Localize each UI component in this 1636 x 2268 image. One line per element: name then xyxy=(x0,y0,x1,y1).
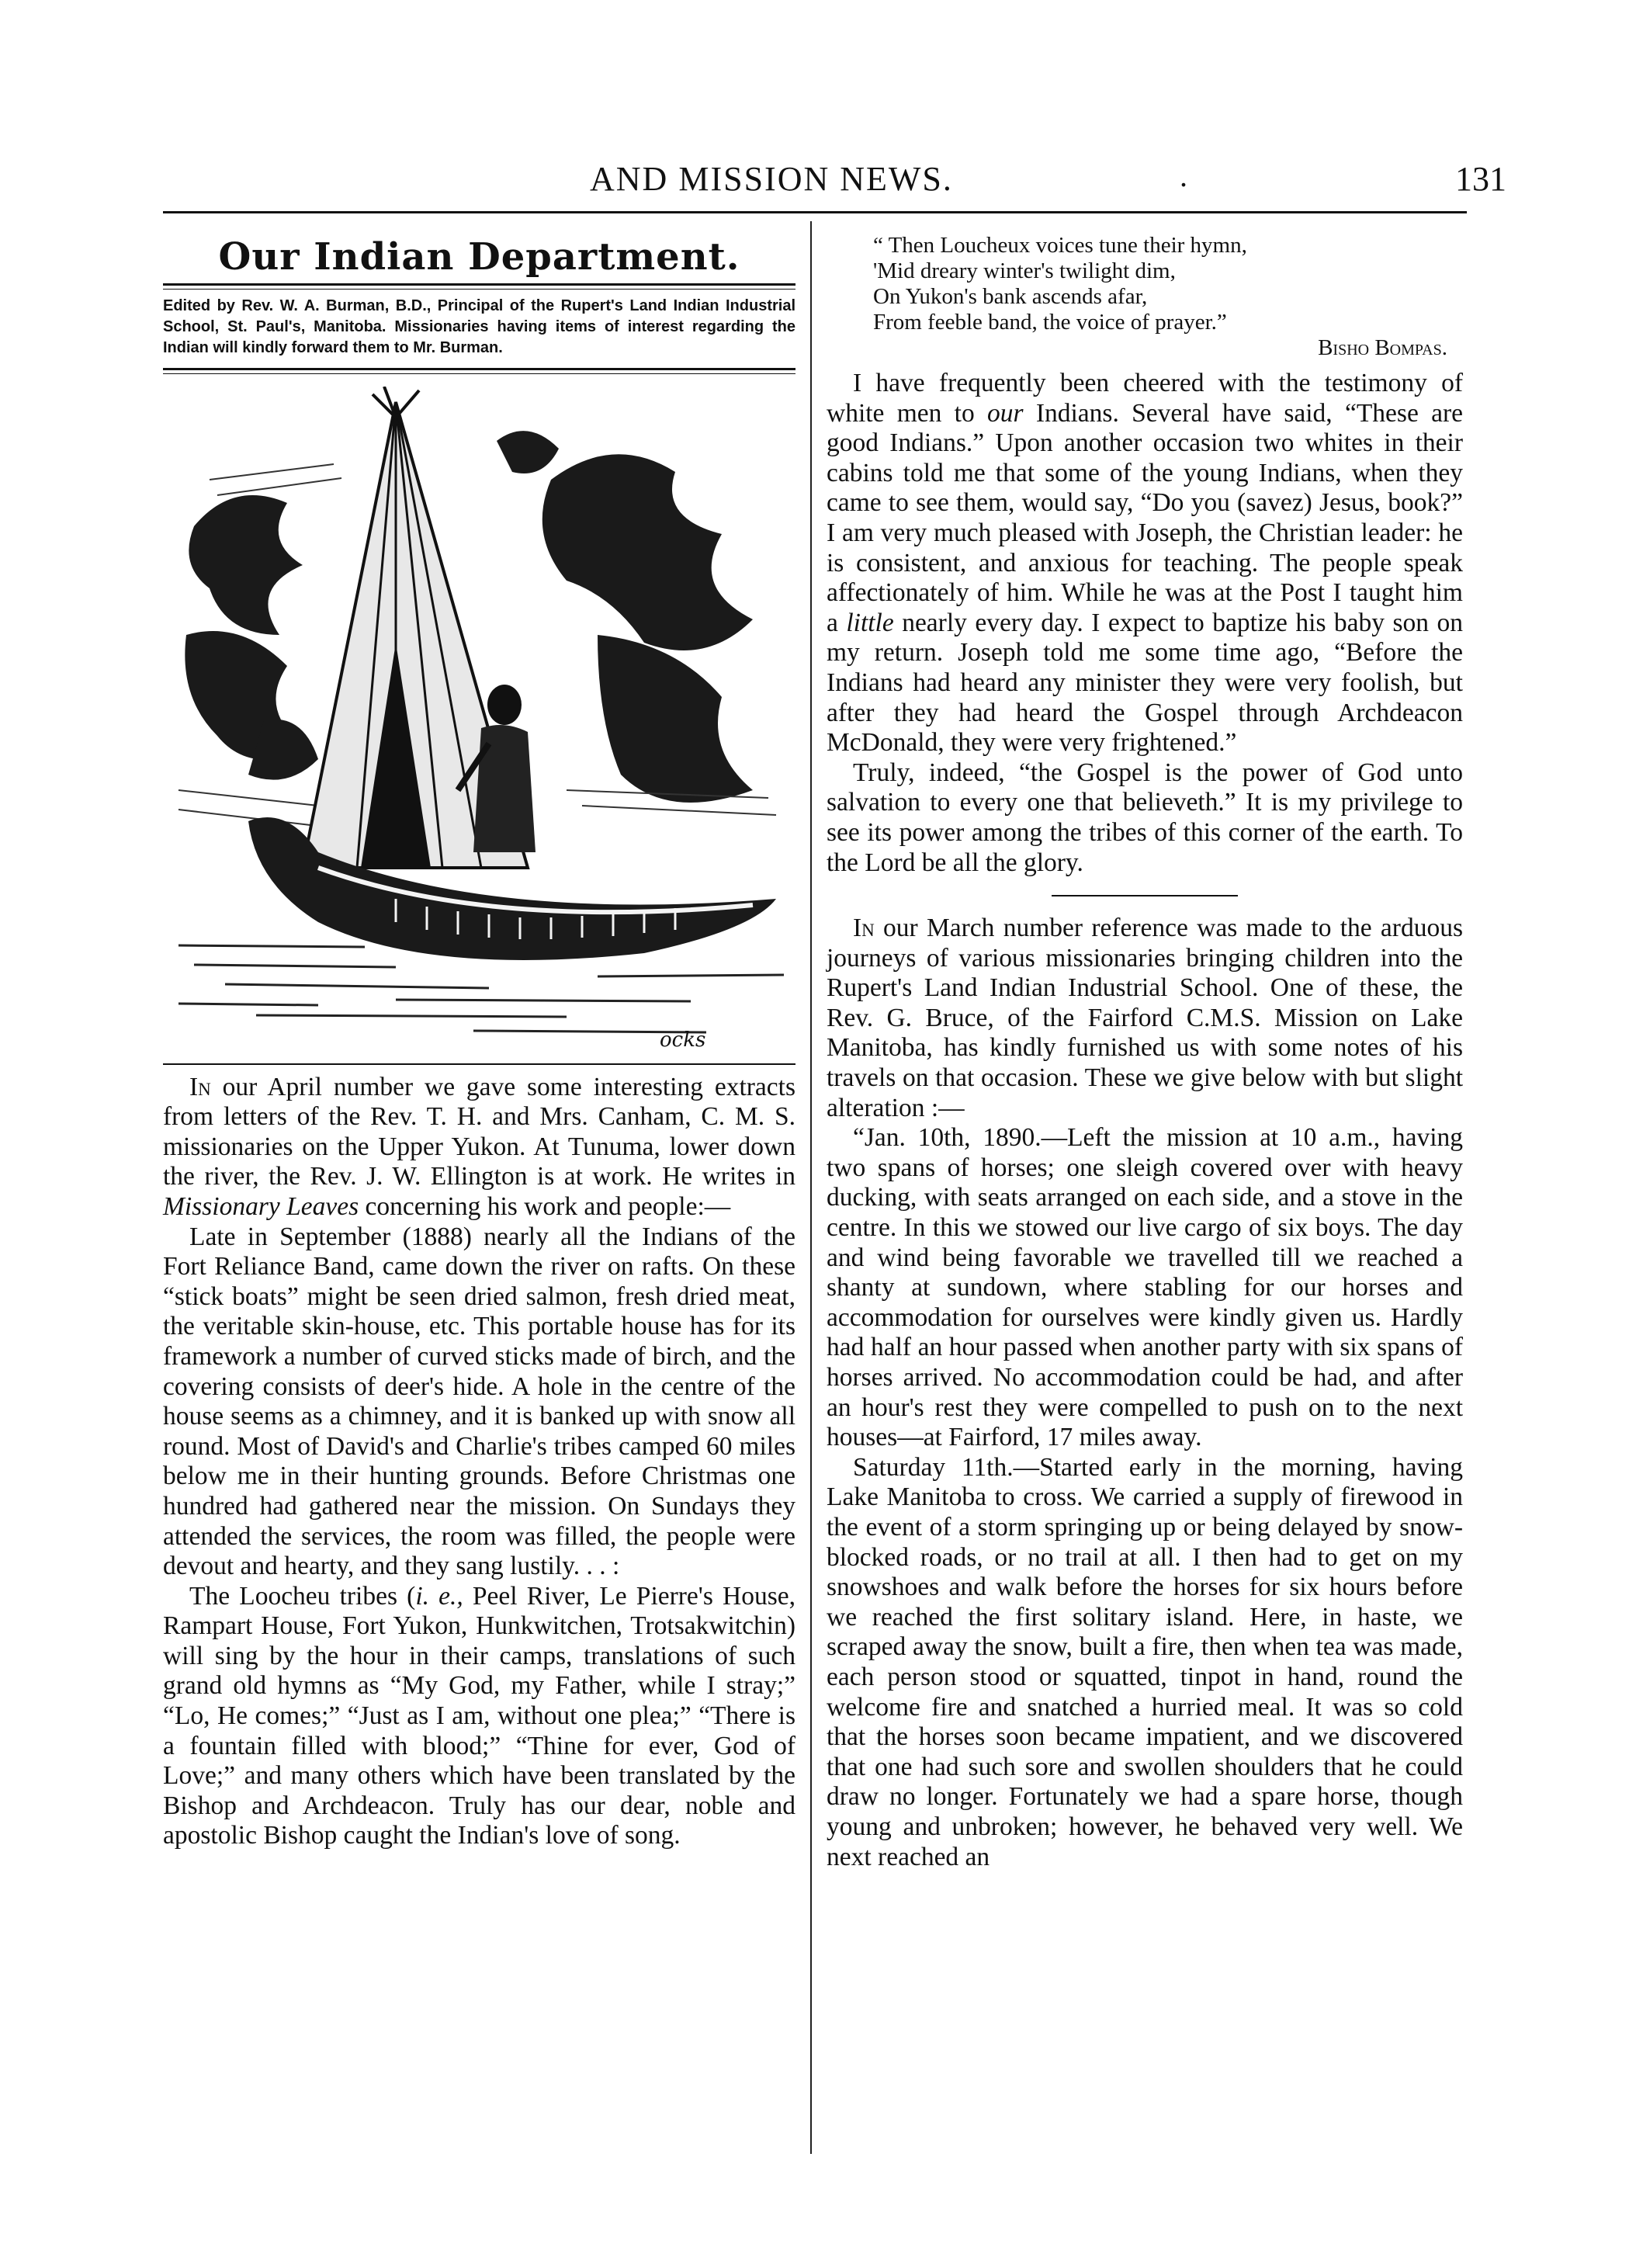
dropcap-word: In xyxy=(853,914,875,943)
left-column xyxy=(163,233,795,1851)
foliage-right xyxy=(497,431,753,803)
header-dot: . xyxy=(1180,158,1187,193)
left-paragraph-3 xyxy=(163,1582,795,1851)
tepee-canoe-illustration xyxy=(163,387,795,1054)
title-rule xyxy=(163,283,795,290)
foliage-left xyxy=(185,495,318,780)
right-paragraph-4: “Jan. 10th, 1890.—Left the mission at 10 a.m., having two spans of horses; one sleigh covered over with heavy ducking, with seats arranged on each side, and a stove in the centre. In this we stowed our live cargo of six boys. The day and wind being favorable we travelled till we reached a shanty at sundown, where stabling for our horses and accommodation for ourselves were kindly given us. Hardly had half an hour passed when another party with six spans of horses arrived. No accommodation could be had, and after an hour's rest they were compelled to push on to the next houses—at Fairford, 17 miles away. xyxy=(827,1123,1463,1452)
running-header xyxy=(0,159,1636,206)
poem-line: “ Then Loucheux voices tune their hymn, xyxy=(873,233,1247,258)
text-run: The Loocheu tribes ( xyxy=(189,1581,416,1611)
department-title: Our Indian Department. xyxy=(218,235,740,279)
italic-word: little xyxy=(846,608,894,637)
poem-line: From feeble band, the voice of prayer.” xyxy=(873,310,1227,335)
text-run: Indians. Several have said, “These are good Indians.” Upon another occasion two whites in their cabins told me that some of the young Indians, when they came to see them, would say, “Do you (savez) Jesus, book?” I am very much pleased with Joseph, the Christian leader: he is consistent, and anxious for teaching. The people speak affectionately of him. While he was at the Post I taught him a xyxy=(827,398,1463,637)
right-paragraph-2: Truly, indeed, “the Gospel is the power of God unto salvation to every one that believeth.” It is my privilege to see its power among the tribes of this corner of the earth. To the Lord be all the glory. xyxy=(827,758,1463,877)
right-paragraph-5: Saturday 11th.—Started early in the morning, having Lake Manitoba to cross. We carried a supply of firewood in the event of a storm springing up or being delayed by snow-blocked roads, or no trail at all. I then had to get on my snowshoes and walk before the horses for six hours before we reached the first solitary island. Here, in haste, we scraped away the snow, built a fire, then when tea was made, each person stood or squatted, tinpot in hand, round the welcome fire and snatched a hurried meal. It was so cold that the horses soon became impatient, and we discovered that one had such sore and swollen shoulders that he could draw no longer. Fortunately we had a spare horse, though young and unbroken; however, he behaved very well. We next reached an xyxy=(827,1452,1463,1871)
editor-note: Edited by Rev. W. A. Burman, B.D., Principal of the Rupert's Land Indian Industrial School, St. Paul's, Manitoba. Missionaries having items of interest regarding the Indian will kindly forward them to Mr. Burman. xyxy=(163,297,795,356)
poem-signature: Bisho Bompas. xyxy=(1318,335,1447,360)
italic-word: our xyxy=(987,398,1024,428)
text-run: I have frequently been cheered with the testimony of white men to xyxy=(827,369,1463,428)
illustration-rule xyxy=(163,1063,795,1065)
italic-title: Missionary Leaves xyxy=(163,1191,359,1221)
illustration-signature: ocks xyxy=(660,1028,706,1052)
right-column xyxy=(827,233,1463,1872)
right-paragraph-1 xyxy=(827,369,1463,758)
text-run: concerning his work and people:— xyxy=(359,1191,731,1221)
header-rule xyxy=(163,211,1467,213)
dropcap-word: In xyxy=(189,1072,211,1101)
page-number: 131 xyxy=(1455,160,1506,198)
text-run: our April number we gave some interesting extracts from letters of the Rev. T. H. and Mrs. Canham, C. M. S. missionaries on the Upper Yukon. At Tunuma, lower down the river, the Rev. J. W. Ellington is at work. He writes in xyxy=(163,1072,795,1191)
note-rule xyxy=(163,368,795,374)
text-run: Peel River, Le Pierre's House, Rampart House, Fort Yukon, Hunkwitchen, Trotsakwitchin) will sing by the hour in their camps, translations of such grand old hymns as “My God, my Father, while I stray;” “Lo, He comes;” “Just as I am, without one plea;” “There is a fountain filled with blood;” “Thine for ever, God of Love;” and many others which have been translated by the Bishop and Archdeacon. Truly has our dear, noble and apostolic Bishop caught the Indian's love of song. xyxy=(163,1581,795,1850)
text-run: our March number reference was made to the arduous journeys of various missionaries bringing children into the Rupert's Land Indian Industrial School. One of these, the Rev. G. Bruce, of the Fairford C.M.S. Mission on Lake Manitoba, has kindly furnished us with some notes of his travels on that occasion. These we give below with but slight alteration :— xyxy=(827,914,1463,1122)
text-run: nearly every day. I expect to baptize his baby son on my return. Joseph told me some time ago, “Before the Indians had heard any minister they were very foolish, but after they had heard the Gospel through Archdeacon McDonald, they were very frightened.” xyxy=(827,608,1463,758)
running-title: AND MISSION NEWS. xyxy=(590,160,953,198)
poem-line: 'Mid dreary winter's twilight dim, xyxy=(873,258,1176,283)
left-paragraph-1 xyxy=(163,1073,795,1222)
section-rule xyxy=(1052,895,1238,896)
column-divider xyxy=(810,221,812,2154)
poem-quote xyxy=(873,233,1463,361)
italic-abbrev: i. e., xyxy=(415,1581,463,1611)
left-paragraph-2: Late in September (1888) nearly all the Indians of the Fort Reliance Band, came down the river on rafts. On these “stick boats” might be seen dried salmon, fresh dried meat, the veritable skin-house, etc. This portable house has for its framework a number of curved sticks made of birch, and the covering consists of deer's hide. A hole in the centre of the house seems as a chimney, and it is banked up with snow all round. Most of David's and Charlie's tribes camped 60 miles below me in their hunting grounds. Before Christmas one hundred had gathered near the mission. On Sundays they attended the services, the room was filled, the people were devout and hearty, and they sang lustily. . . : xyxy=(163,1222,795,1581)
poem-line: On Yukon's bank ascends afar, xyxy=(873,284,1148,309)
right-paragraph-3 xyxy=(827,914,1463,1123)
